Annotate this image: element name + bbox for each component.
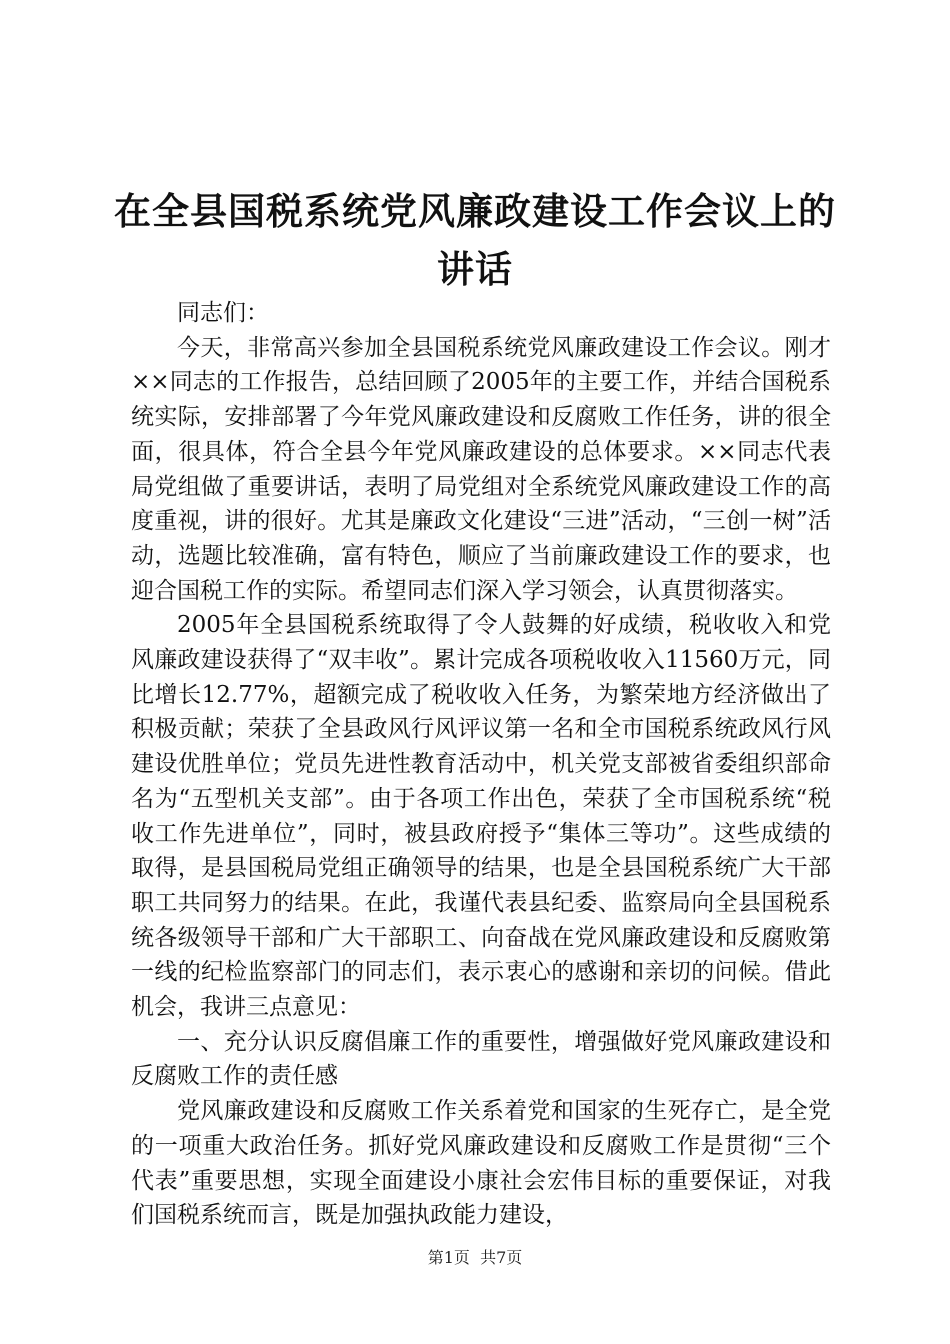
section-heading: 一、充分认识反腐倡廉工作的重要性，增强做好党风廉政建设和反腐败工作的责任感 — [131, 1028, 831, 1090]
document-title: 在全县国税系统党风廉政建设工作会议上的讲话 — [114, 189, 836, 291]
page-number: 第1页 共7页 — [427, 1248, 523, 1267]
page-footer — [0, 1245, 950, 1268]
body-paragraph: 党风廉政建设和反腐败工作关系着党和国家的生死存亡，是全党的一项重大政治任务。抓好党风廉政建设和反腐败工作是贯彻“三个代表”重要思想，实现全面建设小康社会宏伟目标的重要保证，对我们国税系统而言，既是加强执政能力建设， — [131, 1098, 831, 1229]
body-paragraph: 今天，非常高兴参加全县国税系统党风廉政建设工作会议。刚才××同志的工作报告，总结回顾了2005年的主要工作，并结合国税系统实际，安排部署了今年党风廉政建设和反腐败工作任务，讲的很全面，很具体，符合全县今年党风廉政建设的总体要求。××同志代表局党组做了重要讲话，表明了局党组对全系统党风廉政建设工作的高度重视，讲的很好。尤其是廉政文化建设“三进”活动，“三创一树”活动，选题比较准确，富有特色，顺应了当前廉政建设工作的要求，也迎合国税工作的实际。希望同志们深入学习领会，认真贯彻落实。 — [131, 334, 831, 604]
body-paragraph: 2005年全县国税系统取得了令人鼓舞的好成绩，税收收入和党风廉政建设获得了“双丰收”。累计完成各项税收收入11560万元，同比增长12.77%，超额完成了税收收入任务，为繁荣地方经济做出了积极贡献；荣获了全县政风行风评议第一名和全市国税系统政风行风建设优胜单位；党员先进性教育活动中，机关党支部被省委组织部命名为“五型机关支部”。由于各项工作出色，荣获了全市国税系统“税收工作先进单位”，同时，被县政府授予“集体三等功”。这些成绩的取得，是县国税局党组正确领导的结果，也是全县国税系统广大干部职工共同努力的结果。在此，我谨代表县纪委、监察局向全县国税系统各级领导干部和广大干部职工、向奋战在党风廉政建设和反腐败第一线的纪检监察部门的同志们，表示衷心的感谢和亲切的问候。借此机会，我讲三点意见： — [131, 612, 831, 1021]
salutation-paragraph: 同志们： — [177, 300, 269, 326]
document-body — [131, 296, 831, 1233]
